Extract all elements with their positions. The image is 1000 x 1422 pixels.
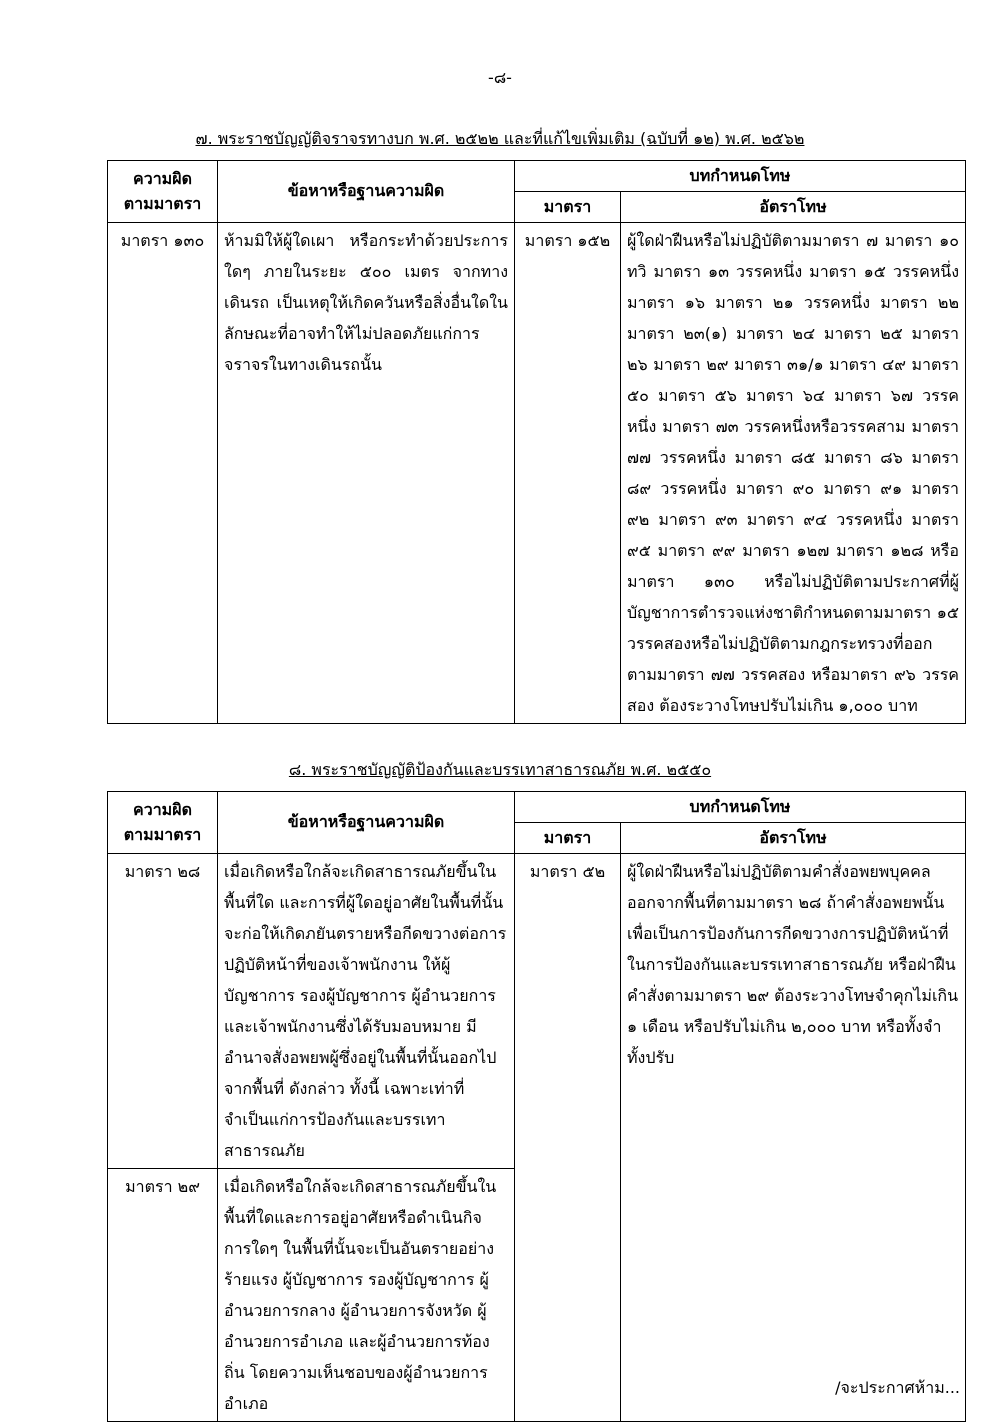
header-section: มาตรา [515,192,621,223]
header-penalty: บทกำหนดโทษ [515,161,966,192]
act-7-title: ๗. พระราชบัญญัติจราจรทางบก พ.ศ. ๒๕๒๒ และที่แก้ไขเพิ่มเติม (ฉบับที่ ๑๒) พ.ศ. ๒๕๖๒ [195,129,805,148]
continuation-note: /จะประกาศห้าม... [835,1378,960,1397]
act-7-heading [0,127,1000,152]
page-number: -๘- [488,68,512,87]
offense-cell: มาตรา ๒๘ [108,854,218,1169]
act-8-heading [0,758,1000,783]
header-rate: อัตราโทษ [621,823,966,854]
offense-cell: มาตรา ๒๙ [108,1169,218,1422]
rate-cell: ผู้ใดฝ่าฝืนหรือไม่ปฏิบัติตามคำสั่งอพยพบุคคลออกจากพื้นที่ตามมาตรา ๒๘ ถ้าคำสั่งอพยพนั้นเพื่อเป็นการป้องกันการกีดขวางการปฏิบัติหน้าที่ในการป้องกันและบรรเทาสาธารณภัย หรือฝ่าฝืนคำสั่งตามมาตรา ๒๙ ต้องระวางโทษจำคุกไม่เกิน ๑ เดือน หรือปรับไม่เกิน ๒,๐๐๐ บาท หรือทั้งจำทั้งปรับ [621,854,966,1422]
charge-cell: เมื่อเกิดหรือใกล้จะเกิดสาธารณภัยขึ้นในพื้นที่ใด และการที่ผู้ใดอยู่อาศัยในพื้นที่นั้นจะก่อให้เกิดภยันตรายหรือกีดขวางต่อการปฏิบัติหน้าที่ของเจ้าพนักงาน ให้ผู้บัญชาการ รองผู้บัญชาการ ผู้อำนวยการ และเจ้าพนักงานซึ่งได้รับมอบหมาย มีอำนาจสั่งอพยพผู้ซึ่งอยู่ในพื้นที่นั้นออกไปจากพื้นที่ ดังกล่าว ทั้งนี้ เฉพาะเท่าที่จำเป็นแก่การป้องกันและบรรเทาสาธารณภัย [218,854,515,1169]
header-offense-line1: ความผิด [133,799,192,819]
act-8-table [107,791,966,1422]
header-offense-line2: ตามมาตรา [123,193,202,213]
header-offense-line1: ความผิด [133,168,192,188]
table-row [108,854,966,1169]
offense-cell: มาตรา ๑๓๐ [108,223,218,724]
header-charge: ข้อหาหรือฐานความผิด [218,792,515,854]
header-offense [108,161,218,223]
section-cell: มาตรา ๑๕๒ [515,223,621,724]
header-offense [108,792,218,854]
header-rate: อัตราโทษ [621,192,966,223]
header-offense-line2: ตามมาตรา [123,824,202,844]
table-row [108,223,966,724]
header-charge: ข้อหาหรือฐานความผิด [218,161,515,223]
header-penalty: บทกำหนดโทษ [515,792,966,823]
header-section: มาตรา [515,823,621,854]
act-8-title: ๘. พระราชบัญญัติป้องกันและบรรเทาสาธารณภัย พ.ศ. ๒๕๕๐ [288,760,712,779]
act-7-table [107,160,966,724]
charge-cell: ห้ามมิให้ผู้ใดเผา หรือกระทำด้วยประการใดๆ ภายในระยะ ๕๐๐ เมตร จากทางเดินรถ เป็นเหตุให้เกิดควันหรือสิ่งอื่นใดในลักษณะที่อาจทำให้ไม่ปลอดภัยแก่การจราจรในทางเดินรถนั้น [218,223,515,724]
section-cell: มาตรา ๕๒ [515,854,621,1422]
rate-cell: ผู้ใดฝ่าฝืนหรือไม่ปฏิบัติตามมาตรา ๗ มาตรา ๑๐ ทวิ มาตรา ๑๓ วรรคหนึ่ง มาตรา ๑๕ วรรคหนึ่ง มาตรา ๑๖ มาตรา ๒๑ วรรคหนึ่ง มาตรา ๒๒ มาตรา ๒๓(๑) มาตรา ๒๔ มาตรา ๒๕ มาตรา ๒๖ มาตรา ๒๙ มาตรา ๓๑/๑ มาตรา ๔๙ มาตรา ๕๐ มาตรา ๕๖ มาตรา ๖๔ มาตรา ๖๗ วรรคหนึ่ง มาตรา ๗๓ วรรคหนึ่งหรือวรรคสาม มาตรา ๗๗ วรรคหนึ่ง มาตรา ๘๕ มาตรา ๘๖ มาตรา ๘๙ วรรคหนึ่ง มาตรา ๙๐ มาตรา ๙๑ มาตรา ๙๒ มาตรา ๙๓ มาตรา ๙๔ วรรคหนึ่ง มาตรา ๙๕ มาตรา ๙๙ มาตรา ๑๒๗ มาตรา ๑๒๘ หรือมาตรา ๑๓๐ หรือไม่ปฏิบัติตามประกาศที่ผู้บัญชาการตำรวจแห่งชาติกำหนดตามมาตรา ๑๕ วรรคสองหรือไม่ปฏิบัติตามกฎกระทรวงที่ออกตามมาตรา ๗๗ วรรคสอง หรือมาตรา ๙๖ วรรคสอง ต้องระวางโทษปรับไม่เกิน ๑,๐๐๐ บาท [621,223,966,724]
charge-cell: เมื่อเกิดหรือใกล้จะเกิดสาธารณภัยขึ้นในพื้นที่ใดและการอยู่อาศัยหรือดำเนินกิจการใดๆ ในพื้นที่นั้นจะเป็นอันตรายอย่างร้ายแรง ผู้บัญชาการ รองผู้บัญชาการ ผู้อำนวยการกลาง ผู้อำนวยการจังหวัด ผู้อำนวยการอำเภอ และผู้อำนวยการท้องถิ่น โดยความเห็นชอบของผู้อำนวยการอำเภอ [218,1169,515,1422]
